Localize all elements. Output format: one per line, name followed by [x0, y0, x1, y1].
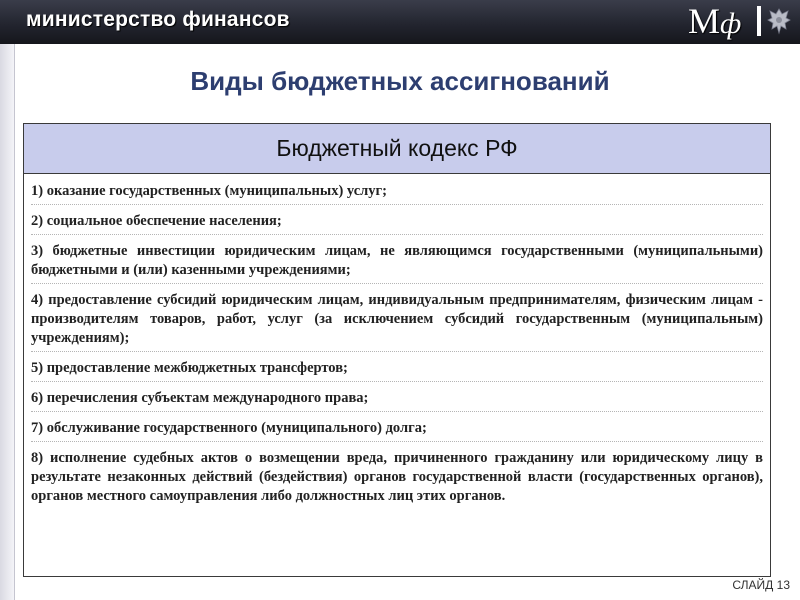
list-item: 8) исполнение судебных актов о возмещении вреда, причиненного гражданину или юридическому лицу в результате незаконных действий (бездействия) органов государственной власти (государственных органов), органов местного самоуправления либо должностных лиц этих органов. — [31, 450, 763, 504]
slide-number: СЛАЙД 13 — [732, 578, 790, 592]
budget-code-box — [23, 123, 771, 577]
assignment-list — [31, 181, 763, 515]
list-item: 2) социальное обеспечение населения; — [31, 211, 763, 235]
logo-bar — [757, 6, 761, 36]
logo-letter-f: ф — [720, 7, 742, 40]
box-header: Бюджетный кодекс РФ — [24, 124, 770, 174]
left-margin-rule — [0, 44, 15, 600]
ministry-name: министерство финансов — [26, 8, 290, 31]
logo-letter-m: М — [688, 1, 721, 41]
list-item: 3) бюджетные инвестиции юридическим лицам, не являющимся государственными (муниципальными) бюджетными и (или) казенными учреждениями; — [31, 241, 763, 284]
list-item: 5) предоставление межбюджетных трансфертов; — [31, 358, 763, 382]
list-item: 1) оказание государственных (муниципальных) услуг; — [31, 181, 763, 205]
list-item: 6) перечисления субъектам международного права; — [31, 388, 763, 412]
ministry-logo — [688, 1, 741, 44]
top-banner — [0, 0, 800, 44]
list-item: 7) обслуживание государственного (муниципального) долга; — [31, 418, 763, 442]
list-item: 4) предоставление субсидий юридическим лицам, индивидуальным предпринимателям, физическим лицам - производителям товаров, работ, услуг (за исключением субсидий государственным (муниципальным) учреждениям); — [31, 290, 763, 352]
double-headed-eagle-emblem-icon — [764, 4, 794, 38]
slide-title: Виды бюджетных ассигнований — [190, 66, 610, 96]
